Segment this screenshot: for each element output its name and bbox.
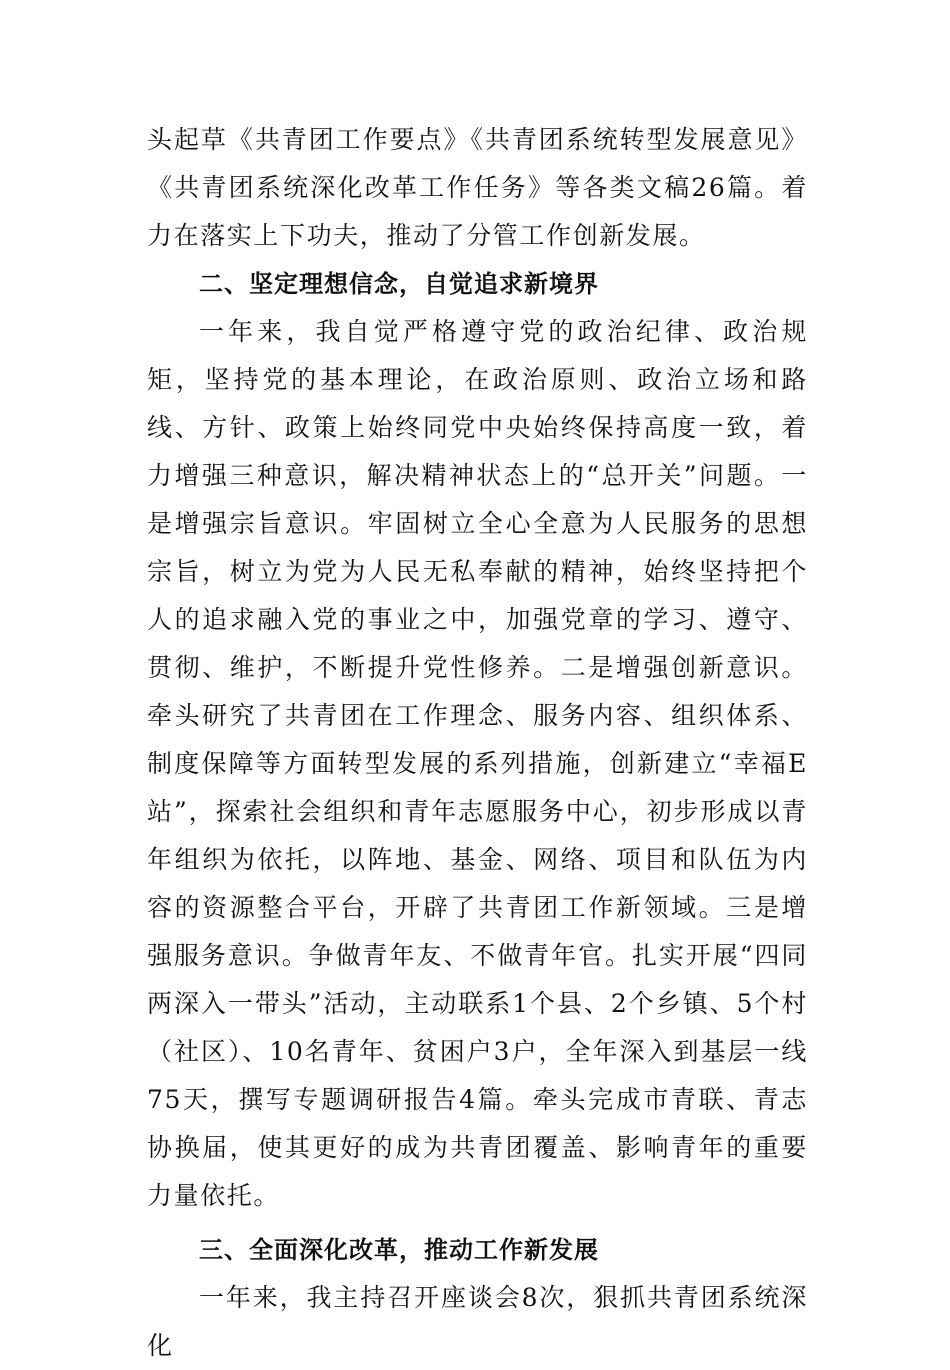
paragraph-ideals-body: 一年来，我自觉严格遵守党的政治纪律、政治规矩，坚持党的基本理论，在政治原则、政治立场和路线、方针、政策上始终同党中央始终保持高度一致，着力增强三种意识，解决精神状态上的“总开关”问题。一是增强宗旨意识。牢固树立全心全意为人民服务的思想宗旨，树立为党为人民无私奉献的精神，始终坚持把个人的追求融入党的事业之中，加强党章的学习、遵守、贯彻、维护，不断提升党性修养。二是增强创新意识。牵头研究了共青团在工作理念、服务内容、组织体系、制度保障等方面转型发展的系列措施，创新建立“幸福E站”，探索社会组织和青年志愿服务中心，初步形成以青年组织为依托，以阵地、基金、网络、项目和队伍为内容的资源整合平台，开辟了共青团工作新领域。三是增强服务意识。争做青年友、不做青年官。扎实开展“四同两深入一带头”活动，主动联系1个县、2个乡镇、5个村（社区）、10名青年、贫困户3户，全年深入到基层一线75天，撰写专题调研报告4篇。牵头完成市青联、青志协换届，使其更好的成为共青团覆盖、影响青年的重要力量依托。 [147,317,808,1210]
paragraph-reform-body: 一年来，我主持召开座谈会8次，狠抓共青团系统深化 [147,1283,808,1360]
section-heading-ideals: 二、坚定理想信念，自觉追求新境界 [199,270,599,298]
paragraph-drafting-summary: 头起草《共青团工作要点》《共青团系统转型发展意见》《共青团系统深化改革工作任务》等各类文稿26篇。着力在落实上下功夫，推动了分管工作创新发展。 [147,125,808,250]
document-body [147,116,808,1370]
section-heading-reform: 三、全面深化改革，推动工作新发展 [199,1236,599,1264]
